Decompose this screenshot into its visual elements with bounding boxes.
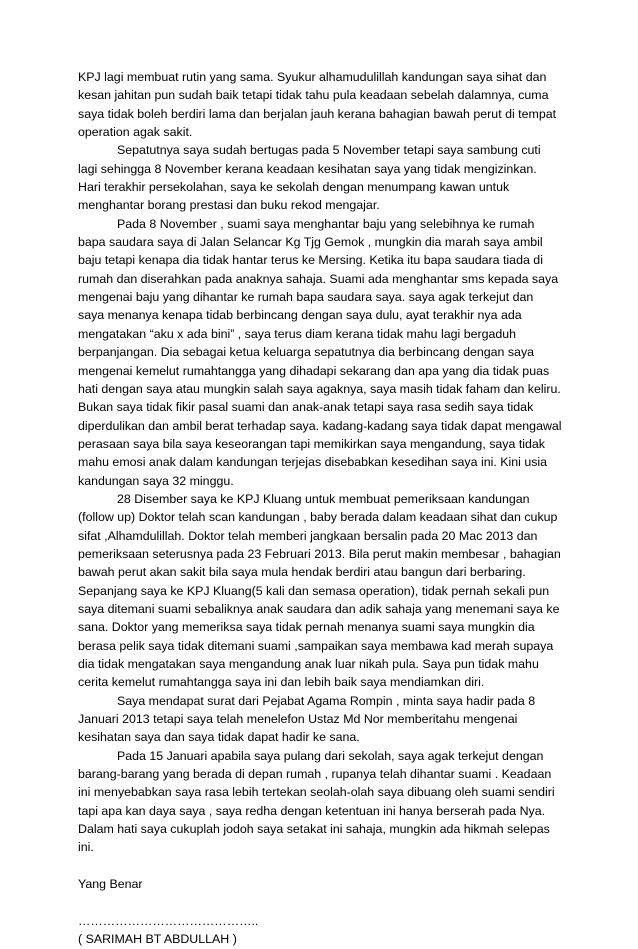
blank-line xyxy=(78,857,562,875)
paragraph-3: Pada 8 November , suami saya menghantar baju yang selebihnya ke rumah bapa saudara saya di Jalan Selancar Kg Tjg Gemok , mungkin dia marah saya ambil baju tetapi kenapa dia tidak hantar terus ke Mersing. Ketika itu bapa saudara tiada di rumah dan diserahkan pada anaknya sahaja. Suami ada menghantar sms kepada saya mengenai baju yang dihantar ke rumah bapa saudara saya. saya agak terkejut dan saya menanya kenapa tidab berbincang dengan saya dulu, ayat terakhir nya ada mengatakan “aku x ada bini” , saya terus diam kerana tidak mahu lagi bergaduh berpanjangan. Dia sebagai ketua keluarga sepatutnya dia berbincang dengan saya mengenai kemelut rumahtangga yang dihadapi sekarang dan apa yang dia tidak puas hati dengan saya atau mungkin salah saya agaknya, saya masih tidak faham dan keliru. Bukan saya tidak fikir pasal suami dan anak-anak tetapi saya rasa sedih saya tidak diperdulikan dan ambil berat terhadap saya. kadang-kadang saya tidak dapat mengawal perasaan saya bila saya keseorangan tapi memikirkan saya mengandung, saya tidak mahu emosi anak dalam kandungan terjejas disebabkan kesedihan saya ini. Kini usia kandungan saya 32 minggu. xyxy=(78,216,562,488)
signature-line: …………………………………….. xyxy=(78,913,259,928)
paragraph-2: Sepatutnya saya sudah bertugas pada 5 November tetapi saya sambung cuti lagi sehingga 8 November kerana keadaan kesihatan saya yang tidak mengizinkan. Hari terakhir persekolahan, saya ke sekolah dengan menumpang kawan untuk menghantar borang prestasi dan buku rekod mengajar. xyxy=(78,143,541,213)
letter-page xyxy=(78,68,562,949)
paragraph-1: KPJ lagi membuat rutin yang sama. Syukur alhamudulillah kandungan saya sihat dan kesan jahitan pun sudah baik tetapi tidak tahu pula keadaan sebelah dalamnya, cuma saya tidak boleh berdiri lama dan berjalan jauh kerana bahagian bawah perut di tempat operation agak sakit. xyxy=(78,70,557,140)
paragraph-5: Saya mendapat surat dari Pejabat Agama Rompin , minta saya hadir pada 8 Januari 2013 tetapi saya telah menelefon Ustaz Md Nor memberitahu mengenai kesihatan saya dan saya tidak dapat hadir ke sana. xyxy=(78,693,536,745)
paragraph-4: 28 Disember saya ke KPJ Kluang untuk membuat pemeriksaan kandungan (follow up) Doktor telah scan kandungan , baby berada dalam keadaan sihat dan cukup sifat ,Alhamdulillah. Doktor telah memberi jangkaan bersalin pada 20 Mac 2013 dan pemeriksaan seterusnya pada 23 Februari 2013. Bila perut makin membesar , bahagian bawah perut akan sakit bila saya mula hendak berdiri atau bangun dari berbaring. Sepanjang saya ke KPJ Kluang(5 kali dan semasa operation), tidak pernah sekali pun saya ditemani suami sebaliknya anak saudara dan adik sahaja yang menemani saya ke sana. Doktor yang memeriksa saya tidak pernah menanya suami saya mungkin dia berasa pelik saya tidak ditemani suami ,sampaikan saya membawa kad merah supaya dia tidak mengatakan saya mengandung anak luar nikah pula. Saya pun tidak mahu cerita kemelut rumahtangga saya ini dan lebih baik saya mendiamkan diri. xyxy=(78,491,561,690)
paragraph-6: Pada 15 Januari apabila saya pulang dari sekolah, saya agak terkejut dengan barang-barang yang berada di depan rumah , rupanya telah dihantar suami . Keadaan ini menyebabkan saya rasa lebih tertekan seolah-olah saya dibuang oleh suami sendiri tapi apa kan daya saya , saya redha dengan ketentuan ini hanya berserah pada Nya. Dalam hati saya cukuplah jodoh saya setakat ini sahaja, mungkin ada hikmah selepas ini. xyxy=(78,748,555,855)
signatory-name: ( SARIMAH BT ABDULLAH ) xyxy=(78,932,237,947)
closing-salutation: Yang Benar xyxy=(78,877,143,892)
